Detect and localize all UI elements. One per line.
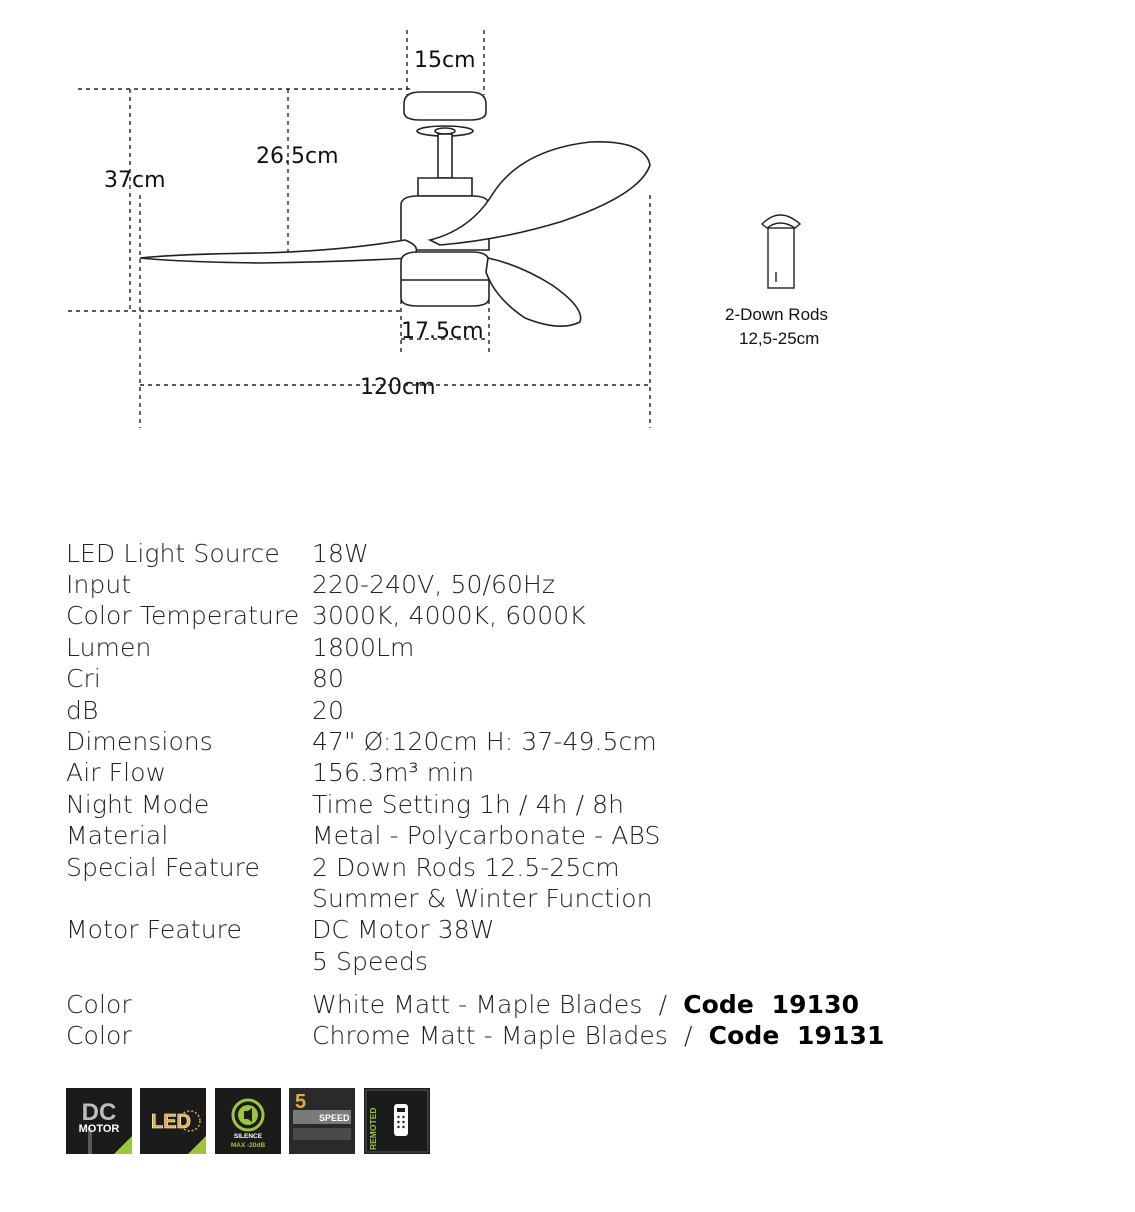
color-value bbox=[312, 1020, 885, 1051]
spec-value: 5 Speeds bbox=[312, 947, 429, 976]
spec-value: 3000K, 4000K, 6000K bbox=[312, 601, 586, 630]
motor-text: MOTOR bbox=[78, 1123, 120, 1135]
dim-total-height: 37cm bbox=[104, 168, 166, 193]
silence-db-text: MAX -20dB bbox=[230, 1142, 266, 1149]
spec-label: Cri bbox=[66, 664, 101, 693]
spec-label: Dimensions bbox=[66, 727, 213, 756]
spec-value: 47" Ø:120cm H: 37-49.5cm bbox=[312, 727, 657, 756]
fan-drawing bbox=[140, 92, 650, 326]
remote-text: REMOTED bbox=[368, 1107, 378, 1150]
spec-value: Metal - Polycarbonate - ABS bbox=[312, 821, 661, 850]
silence-text: SILENCE bbox=[233, 1133, 263, 1140]
product-code: Code 19131 bbox=[708, 1021, 885, 1050]
spec-label: Lumen bbox=[66, 633, 152, 662]
color-value bbox=[312, 989, 859, 1020]
spec-label: Air Flow bbox=[66, 758, 167, 787]
spec-label: Motor Feature bbox=[66, 915, 242, 944]
spec-value: 156.3m³ min bbox=[312, 758, 475, 787]
spec-value: 1800Lm bbox=[312, 633, 415, 662]
spec-label: Special Feature bbox=[66, 853, 260, 882]
color-label: Color bbox=[66, 1021, 132, 1050]
spec-label: Material bbox=[66, 821, 169, 850]
spec-label: Color Temperature bbox=[66, 601, 300, 630]
dim-blade-span: 120cm bbox=[360, 375, 436, 400]
fan-dimension-diagram bbox=[0, 0, 1135, 470]
remote-control-icon bbox=[394, 1104, 408, 1136]
spec-value: 2 Down Rods 12.5-25cm bbox=[312, 853, 620, 882]
speed-text: SPEED bbox=[319, 1113, 350, 1123]
color-name: Chrome Matt - Maple Blades / bbox=[312, 1021, 709, 1050]
remote-badge bbox=[364, 1088, 430, 1154]
spec-label: dB bbox=[66, 696, 99, 725]
speed-number: 5 bbox=[295, 1091, 307, 1113]
spec-table bbox=[66, 538, 966, 1058]
spec-label: Night Mode bbox=[66, 790, 210, 819]
downrod-illustration bbox=[762, 215, 800, 288]
spec-value: Time Setting 1h / 4h / 8h bbox=[312, 790, 625, 819]
downrod-label-line1: 2-Down Rods bbox=[725, 305, 828, 324]
five-speed-badge bbox=[289, 1088, 355, 1154]
dc-text: DC bbox=[81, 1099, 117, 1126]
dim-body-height: 26.5cm bbox=[256, 144, 339, 169]
spec-value: DC Motor 38W bbox=[312, 915, 495, 944]
spec-value: 20 bbox=[312, 696, 345, 725]
spec-value: 18W bbox=[312, 539, 369, 568]
color-label: Color bbox=[66, 990, 132, 1019]
color-name: White Matt - Maple Blades / bbox=[312, 990, 684, 1019]
silence-badge bbox=[215, 1088, 281, 1154]
downrod-label-line2: 12,5-25cm bbox=[739, 329, 820, 348]
spec-value: Summer & Winter Function bbox=[312, 884, 653, 913]
dc-motor-badge bbox=[66, 1088, 132, 1154]
dim-light-diameter: 17.5cm bbox=[401, 319, 484, 344]
led-badge bbox=[140, 1088, 206, 1154]
spec-label: LED Light Source bbox=[66, 539, 280, 568]
spec-label: Input bbox=[66, 570, 132, 599]
spec-value: 80 bbox=[312, 664, 345, 693]
led-text: LED bbox=[151, 1111, 191, 1133]
dim-canopy-width: 15cm bbox=[414, 48, 476, 73]
product-code: Code 19130 bbox=[683, 990, 860, 1019]
spec-value: 220-240V, 50/60Hz bbox=[312, 570, 556, 599]
